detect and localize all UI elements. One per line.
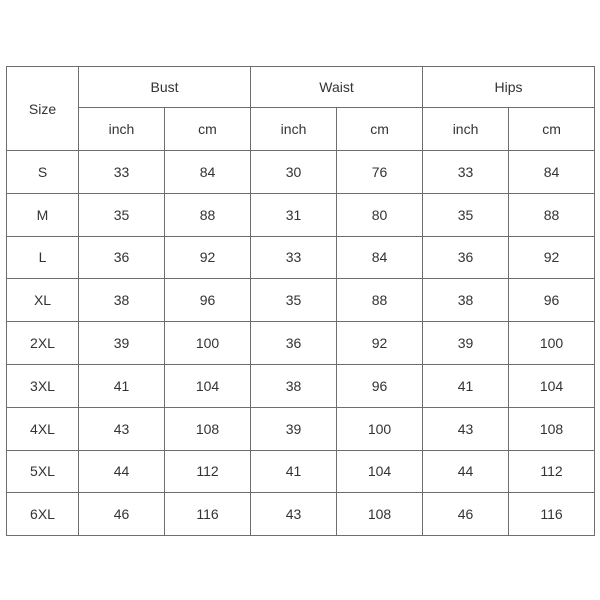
size-header: Size (7, 67, 79, 151)
measurement-cell: 41 (423, 364, 509, 407)
table-row (7, 279, 595, 322)
measurement-cell: 36 (79, 236, 165, 279)
measurement-cell: 84 (165, 151, 251, 194)
header-row-groups (7, 67, 595, 108)
measurement-cell: 46 (423, 493, 509, 536)
measurement-cell: 80 (337, 193, 423, 236)
table-row (7, 493, 595, 536)
measurement-cell: 84 (509, 151, 595, 194)
measurement-cell: 92 (509, 236, 595, 279)
measurement-cell: 46 (79, 493, 165, 536)
measurement-cell: 108 (337, 493, 423, 536)
measurement-cell: 116 (509, 493, 595, 536)
measurement-cell: 39 (79, 322, 165, 365)
measurement-cell: 44 (423, 450, 509, 493)
measurement-cell: 96 (165, 279, 251, 322)
table-row (7, 450, 595, 493)
table-row (7, 151, 595, 194)
size-chart-table (6, 66, 595, 536)
table-row (7, 236, 595, 279)
measurement-cell: 88 (509, 193, 595, 236)
measurement-cell: 96 (337, 364, 423, 407)
measurement-cell: 43 (423, 407, 509, 450)
table-row (7, 193, 595, 236)
measurement-cell: 104 (165, 364, 251, 407)
unit-header: cm (165, 108, 251, 151)
measurement-cell: 112 (509, 450, 595, 493)
measurement-cell: 88 (165, 193, 251, 236)
unit-header: cm (509, 108, 595, 151)
table-body (7, 151, 595, 536)
measurement-cell: 41 (251, 450, 337, 493)
measurement-cell: 108 (165, 407, 251, 450)
measurement-cell: 92 (337, 322, 423, 365)
measurement-cell: 104 (337, 450, 423, 493)
measurement-cell: 39 (251, 407, 337, 450)
size-cell: 5XL (7, 450, 79, 493)
table-row (7, 407, 595, 450)
measurement-cell: 112 (165, 450, 251, 493)
measurement-cell: 35 (79, 193, 165, 236)
measurement-cell: 96 (509, 279, 595, 322)
measurement-cell: 44 (79, 450, 165, 493)
group-header-waist: Waist (251, 67, 423, 108)
size-cell: 6XL (7, 493, 79, 536)
measurement-cell: 38 (251, 364, 337, 407)
measurement-cell: 41 (79, 364, 165, 407)
measurement-cell: 39 (423, 322, 509, 365)
size-cell: 2XL (7, 322, 79, 365)
measurement-cell: 88 (337, 279, 423, 322)
measurement-cell: 36 (251, 322, 337, 365)
measurement-cell: 31 (251, 193, 337, 236)
size-cell: S (7, 151, 79, 194)
measurement-cell: 92 (165, 236, 251, 279)
measurement-cell: 116 (165, 493, 251, 536)
measurement-cell: 35 (251, 279, 337, 322)
measurement-cell: 100 (165, 322, 251, 365)
measurement-cell: 35 (423, 193, 509, 236)
measurement-cell: 84 (337, 236, 423, 279)
table-row (7, 322, 595, 365)
group-header-hips: Hips (423, 67, 595, 108)
unit-header: cm (337, 108, 423, 151)
size-cell: XL (7, 279, 79, 322)
unit-header: inch (251, 108, 337, 151)
measurement-cell: 33 (423, 151, 509, 194)
measurement-cell: 30 (251, 151, 337, 194)
measurement-cell: 108 (509, 407, 595, 450)
size-cell: 3XL (7, 364, 79, 407)
group-header-bust: Bust (79, 67, 251, 108)
size-cell: M (7, 193, 79, 236)
unit-header: inch (423, 108, 509, 151)
measurement-cell: 43 (251, 493, 337, 536)
measurement-cell: 38 (79, 279, 165, 322)
measurement-cell: 104 (509, 364, 595, 407)
measurement-cell: 33 (79, 151, 165, 194)
header-row-units (7, 108, 595, 151)
measurement-cell: 43 (79, 407, 165, 450)
measurement-cell: 36 (423, 236, 509, 279)
measurement-cell: 33 (251, 236, 337, 279)
table-row (7, 364, 595, 407)
unit-header: inch (79, 108, 165, 151)
measurement-cell: 100 (337, 407, 423, 450)
measurement-cell: 38 (423, 279, 509, 322)
size-cell: 4XL (7, 407, 79, 450)
measurement-cell: 100 (509, 322, 595, 365)
measurement-cell: 76 (337, 151, 423, 194)
size-cell: L (7, 236, 79, 279)
